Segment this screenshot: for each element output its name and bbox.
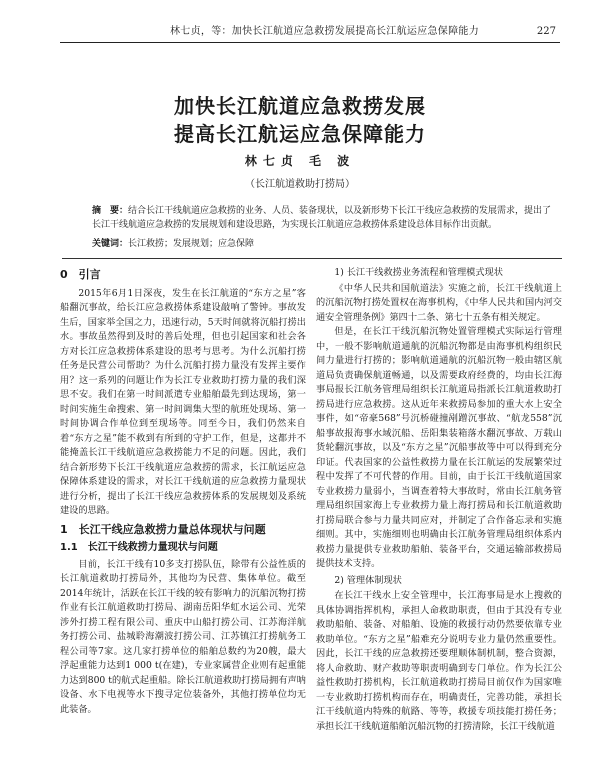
left-column [60,264,306,717]
paper-title-line2: 提高长江航运应急保障能力 [174,122,426,146]
abstract-text: 结合长江干线航道应急救捞的业务、人员、装备现状，以及新形势下长江干线应急救捞的发展需求，提出了长江干线航道应急救捞的发展规划和建设思路，为实现长江航道应急救捞体系建设总体目标作出贡献。 [92,206,552,230]
subsubsection-heading: 2) 管理体制现状 [334,574,402,586]
keywords-label: 关键词： [92,239,129,249]
right-column [316,264,562,734]
subsubsection-heading: 1) 长江干线救捞业务流程和管理模式现状 [334,267,503,278]
paragraph: 《中华人民共和国航道法》实施之前，长江干线航道上的沉船沉物打捞处置权在海事机构，《中华人民共和国内河交通安全管理条例》第四十二条、第七十五条有相关规定。 [316,282,562,323]
section-divider [62,258,562,259]
paragraph: 在长江干线水上安全管理中，长江海事局是水上搜救的具体协调指挥机构，承担人命救助职责，但由于其没有专业救助船舶、装备、对船舶、设施的救援行动仍然要依靠专业救助单位。“东方之星”船难充分说明专业力量仍然重要性。因此，长江干线的应急救捞还要理顺体制机制，整合资源，将人命救助、财产救助等职责明确到专门单位。作为长江公益性救助打捞机构，长江航道救助打捞局目前仅作为国家唯一专业救助打捞机构而存在，明确责任，完善功能，承担长江干线航道内特殊的航路、等等，救援专项技能打捞任务；承担长江干线航道船舶沉船沉物的打捞清除，长江干线航道 [316,590,562,732]
section-heading-1: 1 长江干线应急救捞力量总体现状与问题 [60,522,266,536]
paragraph: 目前，长江干线有10多支打捞队伍，除带有公益性质的长江航道救助打捞局外，其他均为民营、集体单位。截至2014年统计，活跃在长江干线的较有影响力的沉船沉物打捞作业有长江航道救助打捞局、湖南岳阳华虹水运公司、光荣涉外打捞工程有限公司、重庆中山船打捞公司、江苏海洋航务打捞公司、盐城聆海潮波打捞公司、江苏镇江打捞航务工程公司等7家。这几家打捞单位的船舶总数约为20艘，最大浮起重能力达到1 000 t(在建)，专业家属营企业则有起重能力达到800 t的航式起重船。除长江航道救助打捞局拥有声呐设备、水下电视等水下搜寻定位装备外，其他打捞单位均无此装备。 [60,558,306,715]
paragraph: 但是，在长江干线沉船沉物处置管理模式实际运行管理中，一般不影响航道通航的沉船沉物都是由海事机构组织民间力量进行打捞的；影响航道通航的沉船沉物一般由辖区航道局负责确保航道畅通，以及需要政府经费的，均由长江海事局报长江航务管理局组织长江航道局指派长江航道救助打捞局进行应急救捞。这从近年来救捞局参加的重大水上安全事件，如“帝豪568”号沉桥碰撞剐蹭沉事故、“航龙558”沉船事故报海事水域沉船、岳阳集装箱落水翻沉事故、万载山货轮翻沉事故，以及“东方之星”沉船事故等中可以得到充分印证。代表国家的公益性救捞力量在长江航运的发展繁荣过程中发挥了不可代替的作用。目前，由于长江干线航道国家专业救捞力量弱小，当调查着特大事故时，常由长江航务管理局组织国家海上专业救捞力量上海打捞局和长江航道救助打捞局联合参与力量共同应对，并制定了合作备忘录和实施细则。其中，实施细则也明确由长江航务管理局组织体系内救捞力量提供专业救助船舶、装备平台，交通运输部救捞局提供技术支持。 [316,326,562,569]
running-header [60,24,560,43]
authors: 林七贞 毛 波 [244,154,356,168]
abstract-label: 摘 要： [92,206,129,216]
affiliation: （长江航道救助打捞局） [245,179,355,190]
keywords-text: 长江救捞；发展规划；应急保障 [128,239,255,249]
running-title: 林七贞，等：加快长江航道应急救捞发展提高长江航运应急保障能力 [170,26,479,37]
page-number: 227 [536,26,556,37]
abstract [92,204,560,232]
subsection-heading-1-1: 1.1 长江干线救捞力量现状与问题 [60,542,218,553]
paragraph: 2015年6月1日深夜，发生在长江航道的“东方之星”客船翻沉事故，给长江应急救捞体系建设敲响了警钟。事故发生后，国家举全国之力，迅速行动，5天时间就将沉船打捞出水。事故虽然得到及时的善后处理，但也引起国家和社会各方对长江应急救捞体系建设的思考与思考。为什么沉船打捞任务是民营公司帮助？为什么沉船打捞力量没有发挥主要作用？这一系列的问题让作为长江专业救助打捞力量的我们深思不安。我们在第一时间派遣专业船舶最先到达现场，第一时间实施生命搜索、第一时间调集大型的航班处现场、第一时间协调合作单位到至现场等。同至今日，我们仍然来自着“东方之星”能不救到有所到的守护工作，但是，这都并不能掩盖长江干线航道应急救捞能力不足的问题。因此，我们结合新形势下长江干线航道应急救捞的需求，长江航运应急保障体系建设的需求，对长江干线航道的应急救捞力量现状进行分析，提出了长江干线应急救捞体系的发展规划及系统建设的思路。 [60,287,306,516]
paper-title-line1: 加快长江航道应急救捞发展 [174,94,426,118]
section-heading-intro: 0 引言 [60,268,101,281]
keywords [92,237,560,251]
